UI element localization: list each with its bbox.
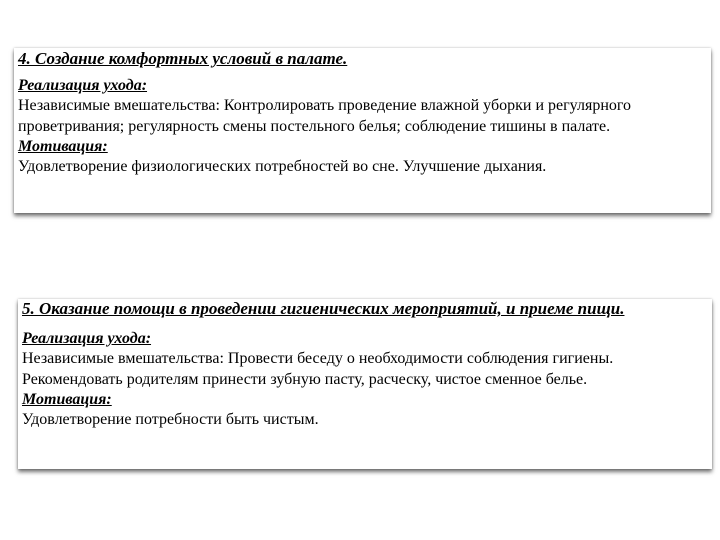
section-5-motivation-text: Удовлетворение потребности быть чистым.: [22, 411, 319, 428]
section-5-care-text: Независимые вмешательства: Провести беседу о необходимости соблюдения гигиены. Рекомендовать родителям принести зубную пасту, расческу, чистое сменное белье.: [22, 350, 614, 388]
section-5-heading: 5. Оказание помощи в проведении гигиенических мероприятий, и приеме пищи.: [22, 299, 625, 318]
section-4-box: [14, 48, 711, 213]
section-4-care-label: Реализация ухода:: [18, 77, 148, 94]
section-4-care-text: Независимые вмешательства: Контролировать проведение влажной уборки и регулярного проветривания; регулярность смены постельного белья; соблюдение тишины в палате.: [18, 97, 632, 135]
section-5-box: [18, 299, 712, 469]
section-4-heading: 4. Создание комфортных условий в палате.: [18, 49, 348, 68]
section-5-care-label: Реализация ухода:: [22, 330, 152, 347]
section-4-motivation-text: Удовлетворение физиологических потребностей во сне. Улучшение дыхания.: [18, 158, 547, 175]
section-5-motivation-label: Мотивация:: [22, 391, 112, 408]
section-4-motivation-label: Мотивация:: [18, 138, 108, 155]
